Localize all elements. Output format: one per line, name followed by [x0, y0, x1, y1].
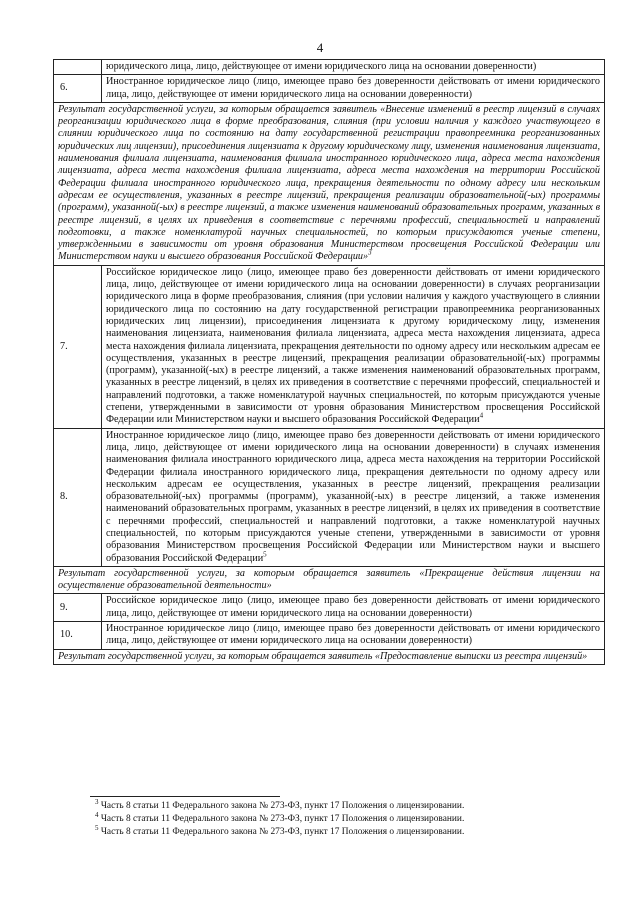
page-number: 4	[316, 40, 324, 55]
footnote-ref: 3	[368, 249, 372, 258]
row-text: юридического лица, лицо, действующее от имени юридического лица на основании доверенности)	[102, 60, 605, 75]
row-text: Иностранное юридическое лицо (лицо, имеющее право без доверенности действовать от имени юридического лица, лицо, действующее от имени юридического лица на основании доверенности)	[102, 622, 605, 650]
footnote	[90, 797, 605, 813]
result-text: Результат государственной услуги, за которым обращается заявитель «Прекращение действия лицензии на осуществление образовательной деятельности»	[54, 566, 605, 594]
footnote-mark: 3	[95, 797, 99, 806]
footnote	[90, 823, 605, 839]
result-row	[54, 649, 605, 664]
table-row	[54, 594, 605, 622]
footnote-ref: 4	[479, 411, 484, 420]
result-text	[54, 102, 605, 265]
result-row	[54, 566, 605, 594]
table-row	[54, 265, 605, 428]
table-row	[54, 75, 605, 103]
row-number: 6.	[54, 75, 102, 103]
row-number: 8.	[54, 428, 102, 566]
row-number: 9.	[54, 594, 102, 622]
row-number: 10.	[54, 622, 102, 650]
footnote-text: Часть 8 статьи 11 Федерального закона № 273-ФЗ, пункт 17 Положения о лицензировании.	[100, 814, 465, 824]
row-text	[102, 265, 605, 428]
result-text: Результат государственной услуги, за которым обращается заявитель «Предоставление выписки из реестра лицензий»	[54, 649, 605, 664]
footnote-mark: 4	[95, 810, 99, 819]
footnotes	[90, 796, 605, 839]
footnote-text: Часть 8 статьи 11 Федерального закона № 273-ФЗ, пункт 17 Положения о лицензировании.	[100, 827, 465, 837]
row-body: Иностранное юридическое лицо (лицо, имеющее право без доверенности действовать от имени юридического лица, лицо, действующее от имени юридического лица на основании доверенности) в случаях изменения наименования филиала иностранного юридического лица, адреса места нахождения на территории Российской Федерации филиала иностранного юридического лица, прекращения деятельности по одному адресу или нескольким адресам ее осуществления, указанных в реестре лицензий, прекращения реализации образовательной(-ых) программы (программ), указанной(-ых) в реестре лицензий, а также изменения наименований образовательных программ, указанных в реестре лицензий, в целях их приведения в соответствие с перечнями профессий, специальностей и направлений подготовки, а также номенклатурой научных специальностей, по которым присуждаются ученые степени, утвержденными в зависимости от уровня образования Министерством просвещения Российской Федерации или Министерством науки и высшего образования Российской Федерации	[106, 429, 600, 564]
footnote-mark: 5	[95, 823, 99, 832]
row-text	[102, 428, 605, 566]
row-text: Российское юридическое лицо (лицо, имеющее право без доверенности действовать от имени юридического лица, лицо, действующее от имени юридического лица на основании доверенности)	[102, 594, 605, 622]
table-row	[54, 60, 605, 75]
row-text: Иностранное юридическое лицо (лицо, имеющее право без доверенности действовать от имени юридического лица, лицо, действующее от имени юридического лица на основании доверенности)	[102, 75, 605, 103]
footnote	[90, 810, 605, 826]
footnote-divider	[90, 796, 280, 797]
result-body: Результат государственной услуги, за которым обращается заявитель «Внесение изменений в реестр лицензий в случаях реорганизации юридического лица в форме преобразования, слияния (при условии наличия у каждого участвующего в слиянии юридического лица по состоянию на дату государственной регистрации правопреемника реорганизованных юридических лиц лицензии), присоединения лицензиата к другому юридическому лицу, изменения наименования лицензиата, наименования филиала лицензиата, наименования филиала иностранного юридического лица, адреса места нахождения лицензиата, адреса места нахождения филиала лицензиата, адреса места нахождения на территории Российской Федерации филиала иностранного юридического лица, прекращения деятельности по одному адресу или нескольким адресам ее осуществления, указанных в реестре лицензий, прекращения реализации образовательной(-ых) программы (программ), указанной(-ых) в реестре лицензий, а также изменения наименований образовательных программ, указанных в реестре лицензий, в целях их приведения в соответствие с перечнями профессий, специальностей и направлений подготовки, а также номенклатурой научных специальностей, по которым присуждаются ученые степени, утвержденными в зависимости от уровня образования Министерством просвещения Российской Федерации или Министерством науки и высшего образования Российской Федерации»	[58, 103, 600, 263]
row-number	[54, 60, 102, 75]
table-row	[54, 428, 605, 566]
footnote-ref: 5	[263, 550, 267, 559]
row-body: Российское юридическое лицо (лицо, имеющее право без доверенности действовать от имени юридического лица, лицо, действующее от имени юридического лица на основании доверенности) в случаях реорганизации юридического лица в форме преобразования, слияния (при условии наличия у каждого участвующего в слиянии юридического лица по состоянию на дату государственной регистрации правопреемника реорганизованных юридических лиц лицензии), присоединения лицензиата к другому юридическому лицу, изменения наименования лицензиата, наименования филиала лицензиата, адреса места нахождения лицензиата, адреса места нахождения филиала лицензиата, прекращения деятельности по одному адресу или нескольким адресам ее осуществления, указанных в реестре лицензий, прекращения реализации образовательной(-ых) программы (программ), указанной(-ых) в реестре лицензий, а также изменения наименований образовательных программ, указанных в реестре лицензий, в целях их приведения в соответствие с перечнями профессий, специальностей и направлений подготовки, а также номенклатурой научных специальностей, по которым присуждаются ученые степени, утвержденными в зависимости от уровня образования Министерством просвещения Российской Федерации или Министерством науки и высшего образования Российской Федерации	[106, 266, 600, 426]
row-number: 7.	[54, 265, 102, 428]
applicants-table	[53, 59, 605, 665]
result-row	[54, 102, 605, 265]
table-row	[54, 622, 605, 650]
footnote-text: Часть 8 статьи 11 Федерального закона № 273-ФЗ, пункт 17 Положения о лицензировании.	[100, 801, 465, 811]
